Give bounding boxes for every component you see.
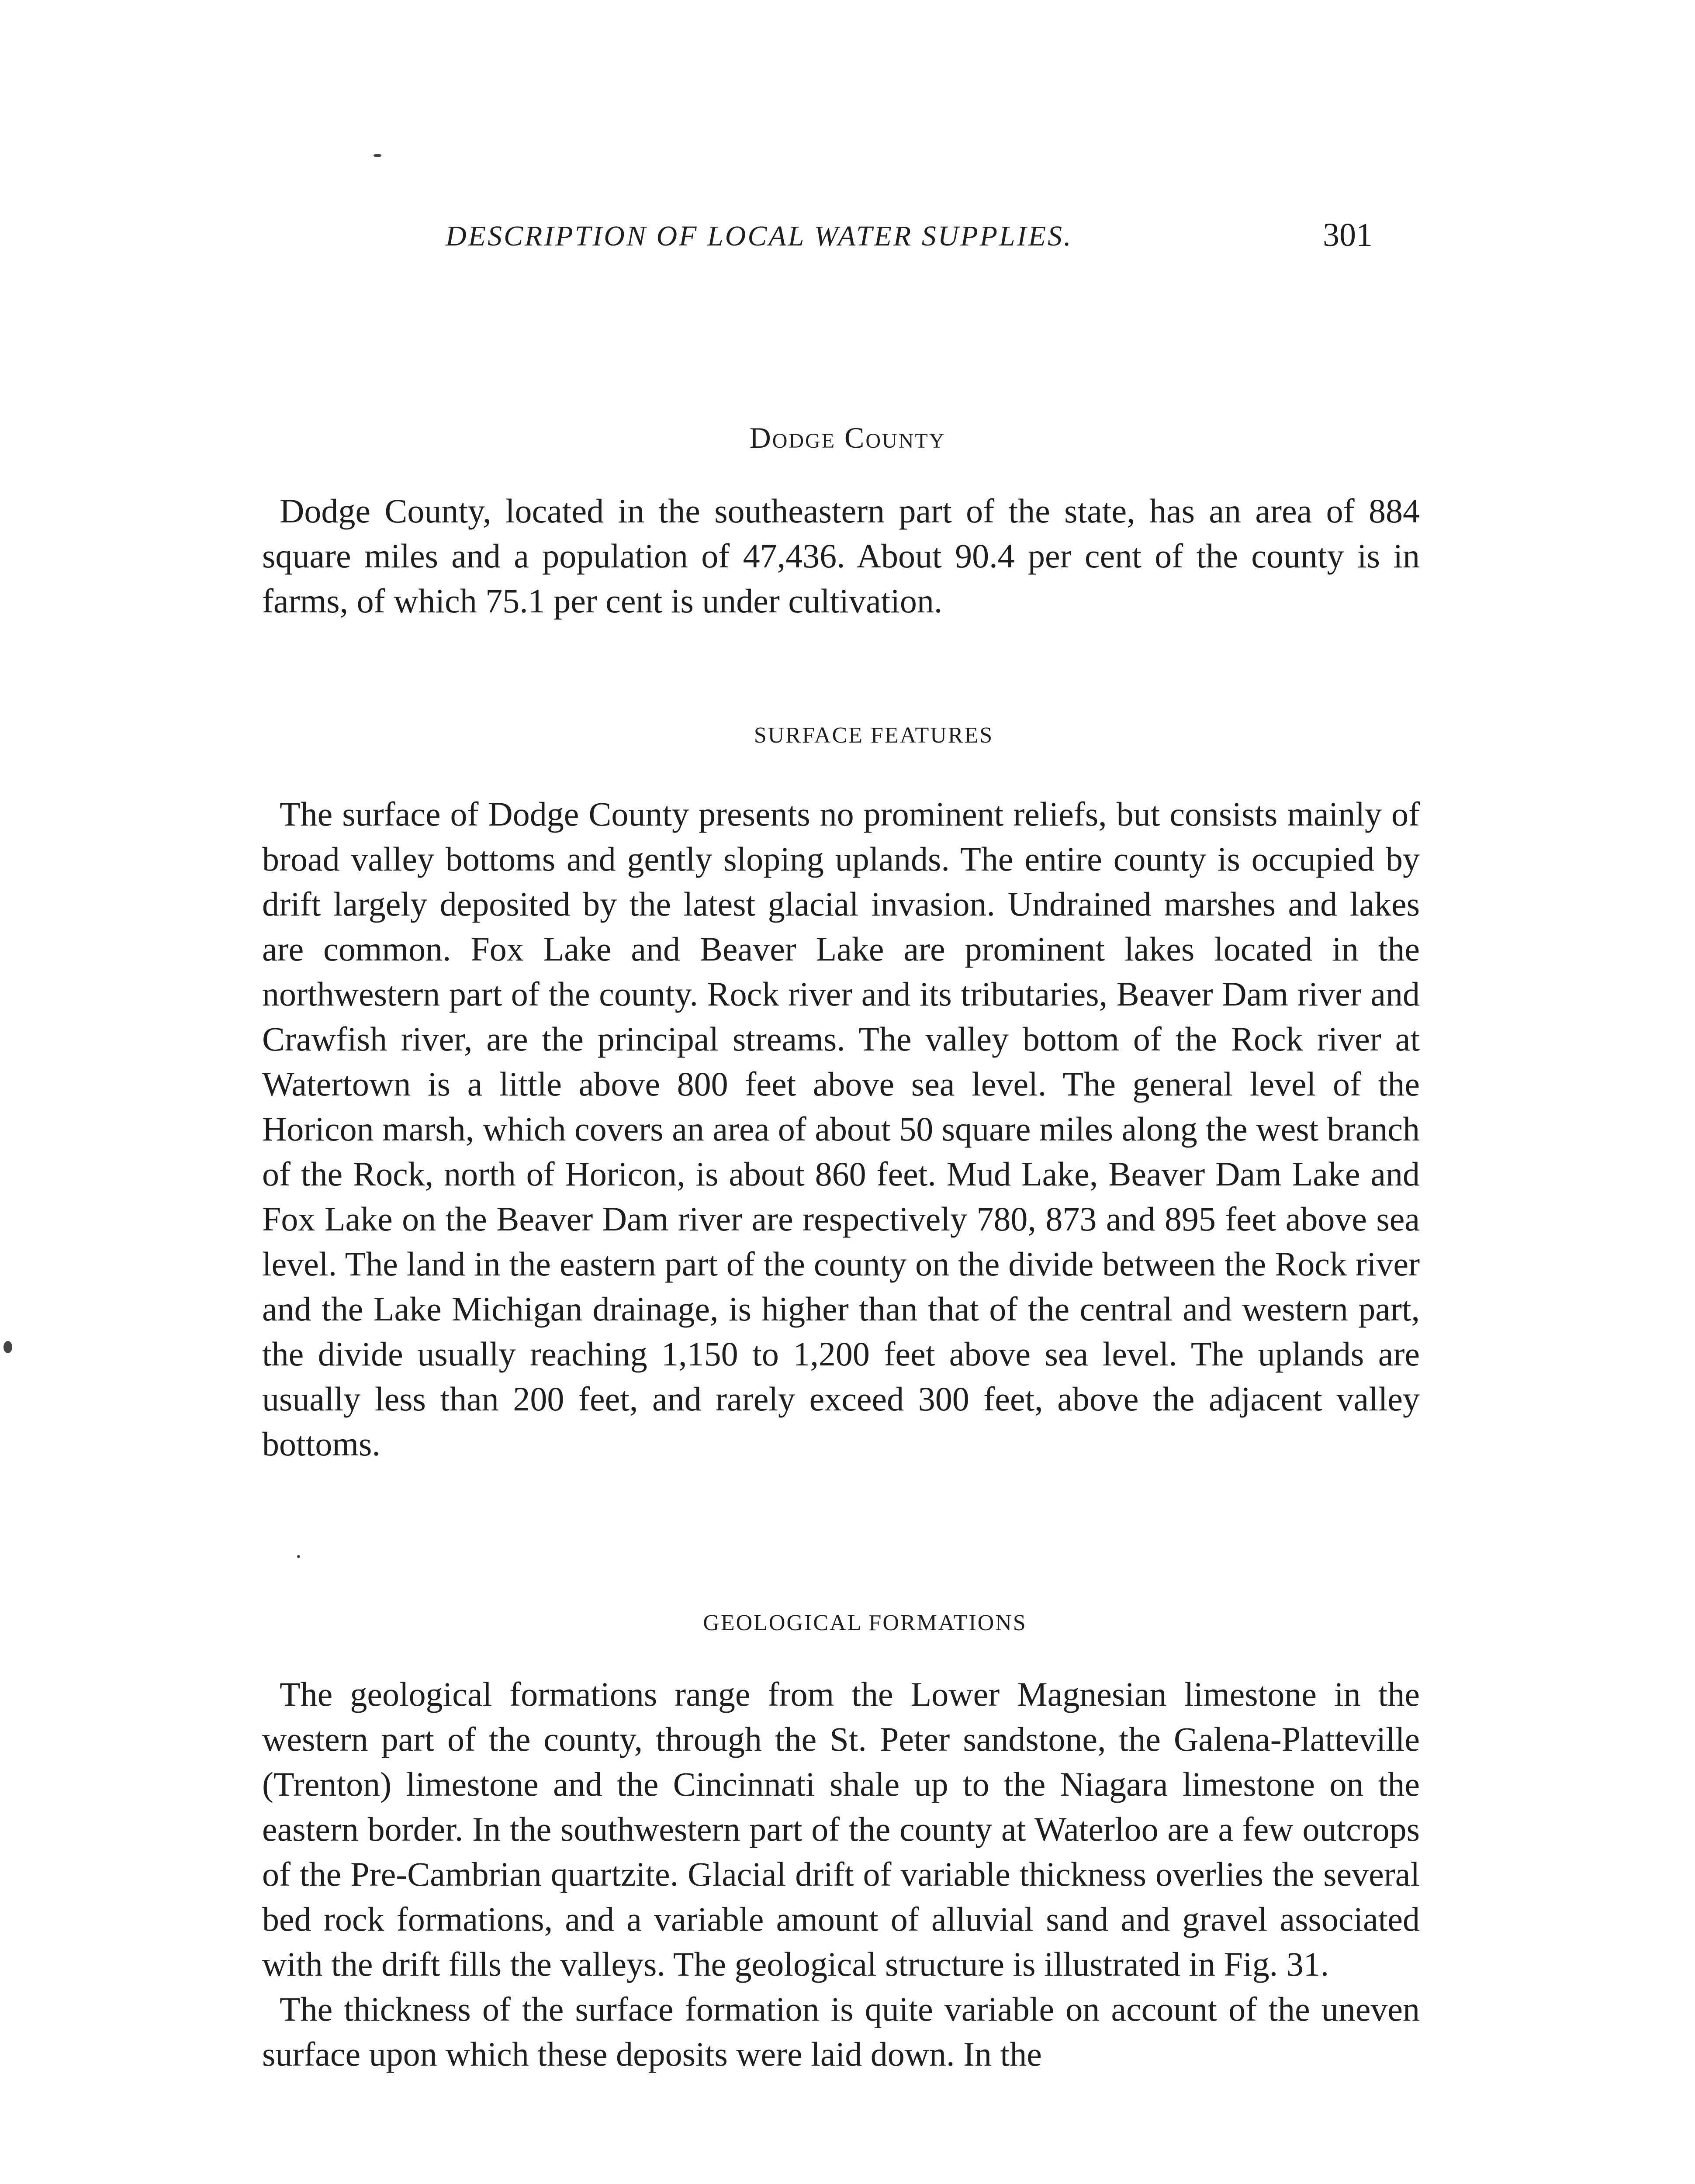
intro-paragraph: Dodge County, located in the southeastern part of the state, has an area of 884 square miles and a population of 47,436. About 90.4 per cent of the county is in farms, of which 75.1 per cent is under cultivation.	[262, 492, 1420, 620]
page-number: 301	[1323, 217, 1373, 253]
running-head: DESCRIPTION OF LOCAL WATER SUPPLIES.	[446, 220, 1073, 252]
geological-formations-heading: GEOLOGICAL FORMATIONS	[703, 1610, 1027, 1635]
scan-speck	[374, 154, 381, 157]
surface-features-paragraph: The surface of Dodge County presents no prominent reliefs, but consists mainly of broad valley bottoms and gently sloping uplands. The entire county is occupied by drift largely deposited by the latest glacial invasion. Undrained marshes and lakes are common. Fox Lake and Beaver Lake are prominent lakes located in the northwestern part of the county. Rock river and its tributaries, Beaver Dam river and Crawfish river, are the principal streams. The valley bottom of the Rock river at Watertown is a little above 800 feet above sea level. The general level of the Horicon marsh, which covers an area of about 50 square miles along the west branch of the Rock, north of Horicon, is about 860 feet. Mud Lake, Beaver Dam Lake and Fox Lake on the Beaver Dam river are respectively 780, 873 and 895 feet above sea level. The land in the eastern part of the county on the divide between the Rock river and the Lake Michigan drainage, is higher than that of the central and western part, the divide usually reaching 1,150 to 1,200 feet above sea level. The uplands are usually less than 200 feet, and rarely exceed 300 feet, above the adjacent valley bottoms.	[262, 795, 1420, 1463]
chapter-title: Dodge County	[749, 421, 946, 454]
geological-formations-paragraph-2: The thickness of the surface formation is quite variable on account of the uneven surface upon which these deposits were laid down. In the	[262, 1990, 1420, 2073]
surface-features-section	[262, 791, 1420, 1466]
intro-section	[262, 488, 1420, 623]
surface-features-heading: SURFACE FEATURES	[754, 723, 994, 748]
scan-speck	[297, 1555, 300, 1558]
scan-speck	[3, 1341, 12, 1353]
geological-formations-section	[262, 1672, 1420, 2077]
geological-formations-paragraph-1: The geological formations range from the Lower Magnesian limestone in the western part of the county, through the St. Peter sandstone, the Galena-Platteville (Trenton) limestone and the Cincinnati shale up to the Niagara limestone on the eastern border. In the southwestern part of the county at Waterloo are a few outcrops of the Pre-Cambrian quartzite. Glacial drift of variable thickness overlies the several bed rock formations, and a variable amount of alluvial sand and gravel associated with the drift fills the valleys. The geological structure is illustrated in Fig. 31.	[262, 1675, 1420, 1983]
